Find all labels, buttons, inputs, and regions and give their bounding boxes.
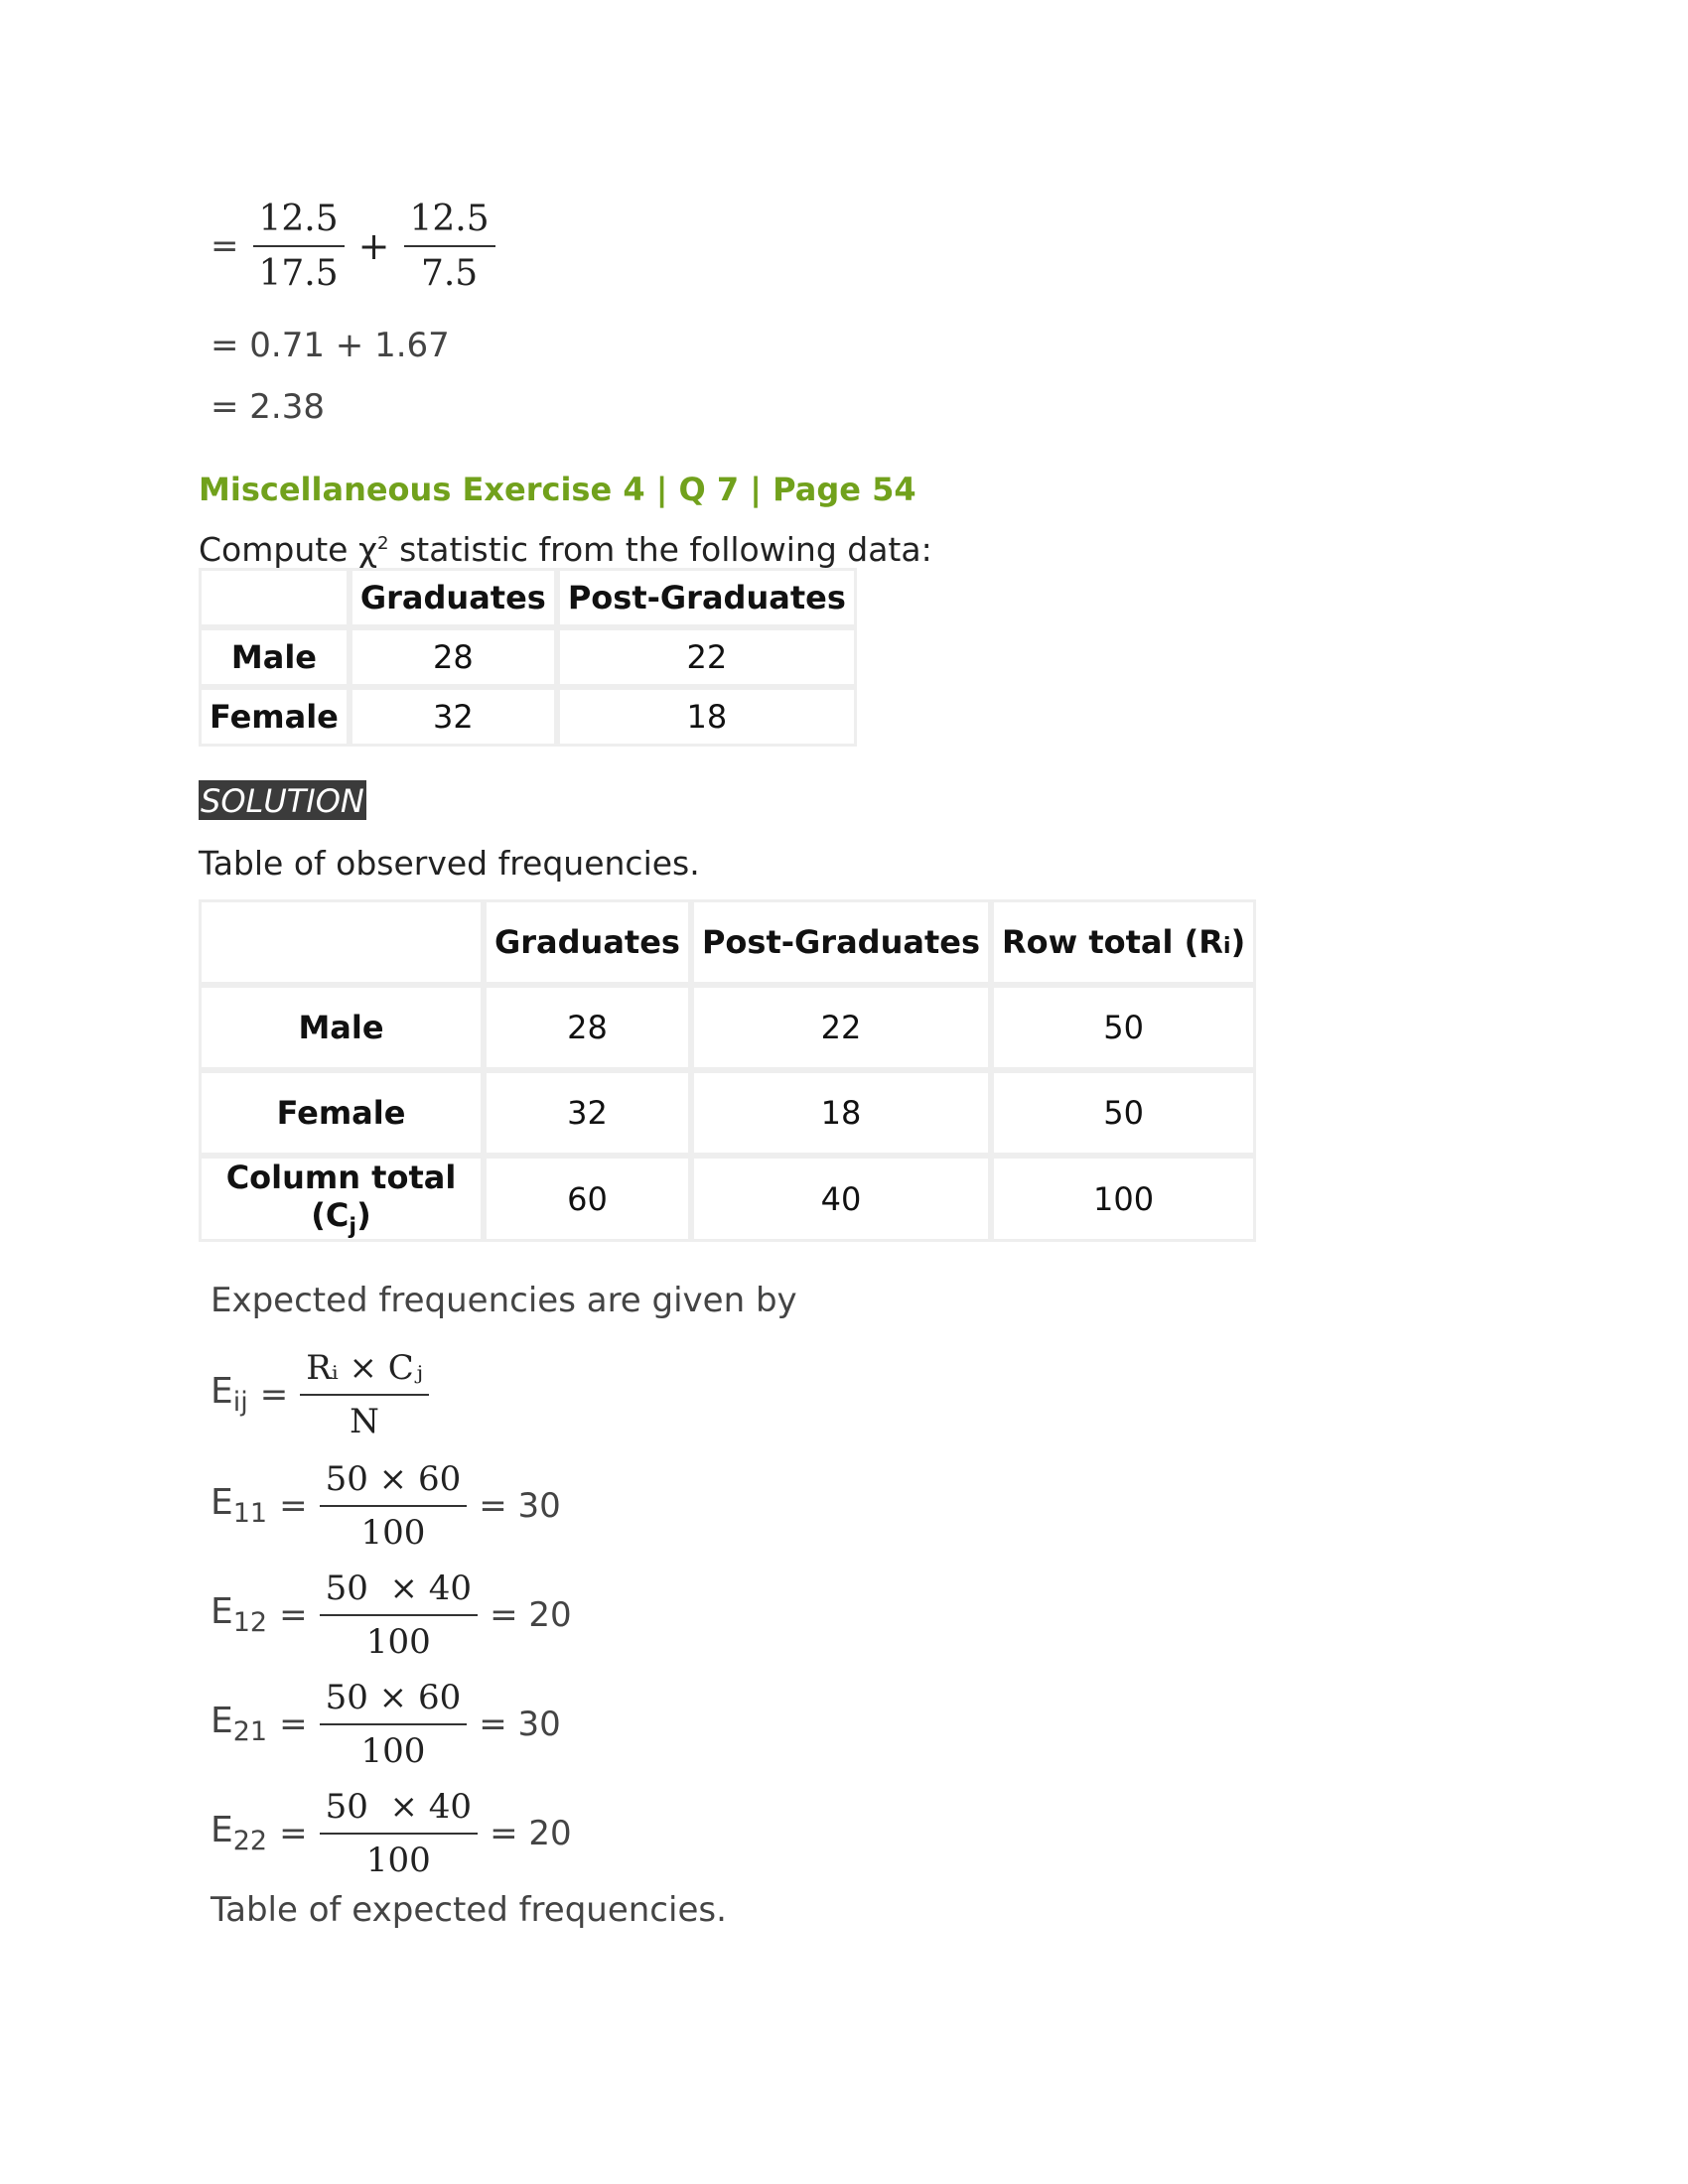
question-text-suffix: statistic from the following data: — [388, 530, 932, 569]
e21-letter: E — [211, 1701, 233, 1742]
table-cell: 40 — [691, 1156, 991, 1242]
table-cell: 22 — [557, 627, 857, 687]
observed-table-header-empty — [199, 899, 484, 985]
table-row — [199, 687, 857, 747]
e12-sub: 12 — [232, 1607, 268, 1639]
e12-denominator: 100 — [365, 1622, 431, 1662]
coltotal-text: Column total (C — [225, 1159, 457, 1234]
observed-table — [199, 899, 1256, 1242]
expected-e22 — [211, 1787, 572, 1880]
prev-fraction-sum — [211, 199, 495, 294]
e22-letter: E — [211, 1810, 233, 1851]
coltotal-sub: j — [349, 1213, 357, 1240]
expected-formula — [211, 1348, 429, 1441]
prev-step-2: = 0.71 + 1.67 — [211, 326, 450, 365]
fraction-1 — [253, 199, 345, 294]
question-heading: Miscellaneous Exercise 4 | Q 7 | Page 54 — [199, 471, 916, 508]
question-table-header-empty — [199, 568, 350, 627]
row-label-male: Male — [199, 627, 350, 687]
observed-title: Table of observed frequencies. — [199, 844, 700, 883]
observed-table-header-postgraduates: Post-Graduates — [691, 899, 991, 985]
question-table — [199, 568, 857, 747]
formula-numerator: Rᵢ × Cⱼ — [300, 1348, 429, 1396]
table-cell: 28 — [350, 627, 557, 687]
equals-sign: = — [211, 226, 239, 266]
table-cell: 22 — [691, 985, 991, 1070]
row-label-column-total — [199, 1156, 484, 1242]
question-table-header-graduates: Graduates — [350, 568, 557, 627]
table-row — [199, 627, 857, 687]
e12-numerator: 50 × 40 — [320, 1569, 478, 1616]
table-cell: 50 — [991, 1070, 1256, 1156]
fraction-1-numerator: 12.5 — [253, 199, 345, 247]
e22-label — [211, 1810, 267, 1856]
equals-sign: = — [279, 1486, 308, 1526]
table-cell: 18 — [557, 687, 857, 747]
row-label-female: Female — [199, 687, 350, 747]
formula-denominator: N — [350, 1402, 379, 1441]
table-row — [199, 985, 1256, 1070]
observed-table-header-rowtotal — [991, 899, 1256, 985]
e22-sub: 22 — [232, 1826, 268, 1857]
e11-fraction — [320, 1459, 468, 1553]
prev-step-3: = 2.38 — [211, 387, 325, 427]
e12-result: = 20 — [490, 1595, 572, 1635]
question-table-header-row — [199, 568, 857, 627]
fraction-2 — [404, 199, 495, 294]
e21-fraction — [320, 1678, 468, 1771]
table-cell: 32 — [484, 1070, 691, 1156]
e12-letter: E — [211, 1591, 233, 1633]
solution-badge: SOLUTION — [201, 782, 364, 820]
formula-lhs-letter: E — [211, 1371, 233, 1413]
observed-table-header-row — [199, 899, 1256, 985]
table-cell: 100 — [991, 1156, 1256, 1242]
table-row — [199, 1156, 1256, 1242]
e21-result: = 30 — [479, 1705, 561, 1744]
table-cell: 60 — [484, 1156, 691, 1242]
e21-denominator: 100 — [360, 1731, 426, 1771]
fraction-2-numerator: 12.5 — [404, 199, 495, 247]
question-text-prefix: Compute χ — [199, 530, 378, 569]
e21-label — [211, 1701, 267, 1747]
e11-denominator: 100 — [360, 1513, 426, 1553]
formula-fraction — [300, 1348, 429, 1441]
e21-sub: 21 — [232, 1716, 268, 1748]
table-row — [199, 1070, 1256, 1156]
e12-fraction — [320, 1569, 478, 1662]
row-label-female: Female — [199, 1070, 484, 1156]
e22-result: = 20 — [490, 1814, 572, 1853]
e21-numerator: 50 × 60 — [320, 1678, 468, 1725]
e11-result: = 30 — [479, 1486, 561, 1526]
e11-letter: E — [211, 1482, 233, 1524]
equals-sign: = — [279, 1595, 308, 1635]
question-text — [199, 530, 932, 569]
e11-sub: 11 — [232, 1498, 268, 1530]
expected-intro: Expected frequencies are given by — [211, 1281, 797, 1320]
equals-sign: = — [259, 1375, 289, 1415]
fraction-2-denominator: 7.5 — [420, 253, 479, 294]
observed-table-header-graduates: Graduates — [484, 899, 691, 985]
e22-numerator: 50 × 40 — [320, 1787, 478, 1835]
table-cell: 50 — [991, 985, 1256, 1070]
rowtotal-text: Row total (R — [1002, 923, 1223, 961]
expected-e12 — [211, 1569, 572, 1662]
table-cell: 32 — [350, 687, 557, 747]
expected-e21 — [211, 1678, 561, 1771]
question-table-header-postgraduates: Post-Graduates — [557, 568, 857, 627]
table-cell: 28 — [484, 985, 691, 1070]
e11-label — [211, 1482, 267, 1529]
row-label-male: Male — [199, 985, 484, 1070]
plus-sign: + — [357, 224, 390, 268]
e22-fraction — [320, 1787, 478, 1880]
coltotal-end: ) — [356, 1196, 371, 1234]
table-cell: 18 — [691, 1070, 991, 1156]
question-text-sup: 2 — [377, 533, 389, 554]
e22-denominator: 100 — [365, 1841, 431, 1880]
formula-lhs-sub: ij — [232, 1387, 248, 1419]
expected-e11 — [211, 1459, 561, 1553]
rowtotal-end: ) — [1230, 923, 1246, 961]
rowtotal-sub: i — [1222, 933, 1231, 959]
e11-numerator: 50 × 60 — [320, 1459, 468, 1507]
e12-label — [211, 1591, 267, 1638]
expected-table-title: Table of expected frequencies. — [211, 1890, 727, 1930]
equals-sign: = — [279, 1705, 308, 1744]
fraction-1-denominator: 17.5 — [258, 253, 339, 294]
formula-lhs — [211, 1371, 248, 1418]
equals-sign: = — [279, 1814, 308, 1853]
